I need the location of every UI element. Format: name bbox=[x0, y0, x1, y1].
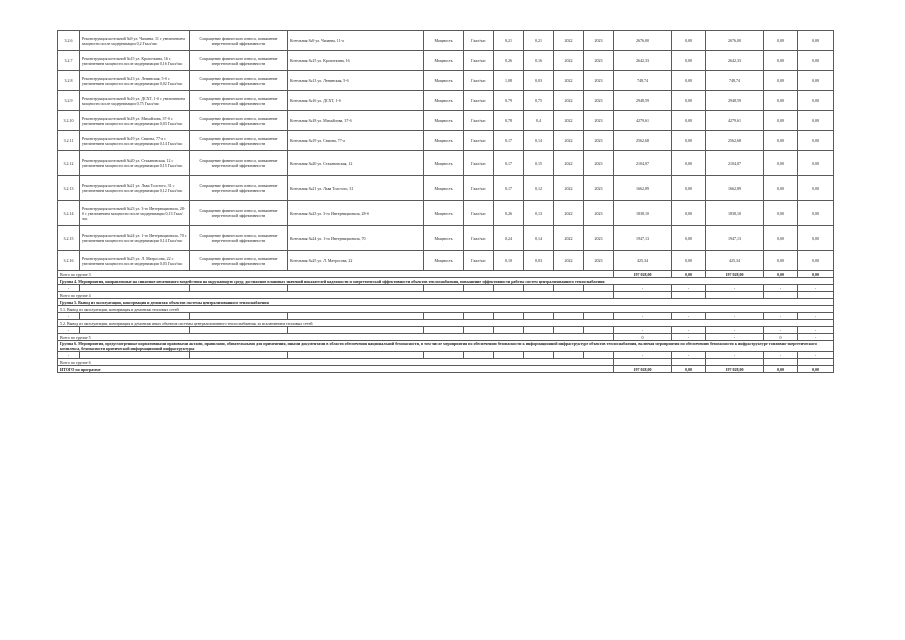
group6-title: Группа 6. Мероприятия, предусмотренные нормативными правовыми актами, правилами, обязательными для применения, иными документами в области обеспечения национальной безопасности, в том числе мероприятия по обеспечению безопасности к информационной инфраструктуре объектов теплоснабжения, включая мероприятия по обеспечению безопасности к инфраструктуре топливно-энергетического комплекса, безопасности критической информационной инфраструктуры bbox=[58, 341, 834, 352]
cell-project: Реконструкция котельной №13 ул. Ленинская, 5-б с увеличением мощности после модернизации 0,02 Гкал/час bbox=[80, 71, 190, 91]
table-row bbox=[58, 111, 834, 131]
dash-cell: - bbox=[764, 285, 798, 292]
cell-parameter: Мощность bbox=[424, 131, 464, 151]
dash-cell: - bbox=[58, 285, 80, 292]
cell-number: 3.2.8 bbox=[58, 71, 80, 91]
cell-unit: Гкал/час bbox=[464, 251, 494, 271]
grand-total-label: ИТОГО по программе bbox=[58, 366, 614, 373]
cell-unit: Гкал/час bbox=[464, 226, 494, 251]
cell-effect: Сокращение физического износа, повышение энергетической эффективности bbox=[190, 176, 288, 201]
dash-cell: - bbox=[672, 334, 706, 341]
group6-empty-row bbox=[58, 352, 834, 359]
cell-year-2: 2562,68 bbox=[706, 131, 764, 151]
cell-before: 0,24 bbox=[494, 226, 524, 251]
cell-year-1: 0,00 bbox=[672, 111, 706, 131]
cell-start-year: 2022 bbox=[554, 31, 584, 51]
group6-heading-row bbox=[58, 341, 834, 352]
cell-unit: Гкал/час bbox=[464, 71, 494, 91]
cell-year-4: 0,00 bbox=[798, 151, 834, 176]
cell-total: 2948,59 bbox=[614, 91, 672, 111]
cell-year-1: 0,00 bbox=[672, 176, 706, 201]
dash-cell: - bbox=[614, 313, 672, 320]
group5-sub2-row bbox=[58, 320, 834, 327]
cell-effect: Сокращение физического износа, повышение энергетической эффективности bbox=[190, 91, 288, 111]
cell-year-1: 0,00 bbox=[672, 91, 706, 111]
group5-total-label: Всего по группе 5 bbox=[58, 334, 614, 341]
cell-year-3: 0,00 bbox=[764, 91, 798, 111]
cell-object: Котельная №9 ул. Чапаева, 11-а bbox=[288, 31, 424, 51]
cell-parameter: Мощность bbox=[424, 51, 464, 71]
group3-total-year-4: 0,00 bbox=[798, 271, 834, 278]
cell-object: Котельная №23 ул. 3-го Интернационала, 28-б bbox=[288, 201, 424, 226]
cell-year-1: 0,00 bbox=[672, 201, 706, 226]
cell-year-4: 0,00 bbox=[798, 251, 834, 271]
cell-end-year: 2023 bbox=[584, 91, 614, 111]
dash-cell: - bbox=[614, 327, 672, 334]
cell-object: Котельная №24 ул. 1-го Интернационала, 70 bbox=[288, 226, 424, 251]
grand-total-value: 197 028,00 bbox=[614, 366, 672, 373]
cell-year-3: 0,00 bbox=[764, 176, 798, 201]
dash-cell: - bbox=[672, 313, 706, 320]
dash-cell: - bbox=[706, 334, 764, 341]
cell-after: 0,13 bbox=[524, 201, 554, 226]
cell-year-3: 0,00 bbox=[764, 111, 798, 131]
cell-number: 3.2.6 bbox=[58, 31, 80, 51]
cell-project: Реконструкция котельной №18 ул. Михайлова, 37-б с увеличением мощности после модернизации 0,03 Гкал/час bbox=[80, 111, 190, 131]
cell-total: 1662,89 bbox=[614, 176, 672, 201]
cell-unit: Гкал/час bbox=[464, 201, 494, 226]
cell-before: 0,17 bbox=[494, 131, 524, 151]
grand-total-row bbox=[58, 366, 834, 373]
cell-start-year: 2022 bbox=[554, 131, 584, 151]
dash-cell: - bbox=[672, 327, 706, 334]
cell-parameter: Мощность bbox=[424, 31, 464, 51]
cell-end-year: 2023 bbox=[584, 151, 614, 176]
cell-parameter: Мощность bbox=[424, 151, 464, 176]
table-row bbox=[58, 251, 834, 271]
cell-end-year: 2023 bbox=[584, 201, 614, 226]
dash-cell: - bbox=[798, 313, 834, 320]
cell-total: 2562,68 bbox=[614, 131, 672, 151]
cell-end-year: 2023 bbox=[584, 111, 614, 131]
cell-start-year: 2022 bbox=[554, 201, 584, 226]
cell-after: 0,03 bbox=[524, 71, 554, 91]
cell-end-year: 2023 bbox=[584, 176, 614, 201]
table-row bbox=[58, 71, 834, 91]
cell-before: 0,79 bbox=[494, 91, 524, 111]
cell-after: 0,4 bbox=[524, 111, 554, 131]
group3-total-year-3: 0,00 bbox=[764, 271, 798, 278]
group5-total-row bbox=[58, 334, 834, 341]
cell-project: Реконструкция котельной №19 ул. Свиона, 77-а с увеличением мощности после модернизации 0,14 Гкал/час bbox=[80, 131, 190, 151]
cell-unit: Гкал/час bbox=[464, 31, 494, 51]
cell-effect: Сокращение физического износа, повышение энергетической эффективности bbox=[190, 71, 288, 91]
cell-number: 3.2.9 bbox=[58, 91, 80, 111]
cell-object: Котельная №15 ул. Кропоткина, 16 bbox=[288, 51, 424, 71]
group3-total-label: Всего по группе 3 bbox=[58, 271, 614, 278]
cell-year-4: 0,00 bbox=[798, 91, 834, 111]
cell-parameter: Мощность bbox=[424, 176, 464, 201]
cell-year-3: 0,00 bbox=[764, 131, 798, 151]
cell-parameter: Мощность bbox=[424, 111, 464, 131]
dash-cell: - bbox=[58, 352, 80, 359]
cell-year-4: 0,00 bbox=[798, 201, 834, 226]
cell-after: 0,03 bbox=[524, 251, 554, 271]
cell-unit: Гкал/час bbox=[464, 91, 494, 111]
cell-year-3: 0,00 bbox=[764, 151, 798, 176]
cell-parameter: Мощность bbox=[424, 201, 464, 226]
cell-before: 0,26 bbox=[494, 51, 524, 71]
group5-empty-row-1 bbox=[58, 313, 834, 320]
cell-year-4: 0,00 bbox=[798, 131, 834, 151]
cell-year-4: 0,00 bbox=[798, 176, 834, 201]
cell-end-year: 2023 bbox=[584, 251, 614, 271]
grand-total-year-3: 0,00 bbox=[764, 366, 798, 373]
cell-before: 1,08 bbox=[494, 71, 524, 91]
cell-effect: Сокращение физического износа, повышение энергетической эффективности bbox=[190, 111, 288, 131]
cell-effect: Сокращение физического износа, повышение энергетической эффективности bbox=[190, 151, 288, 176]
cell-before: 0,17 bbox=[494, 176, 524, 201]
dash-cell: - bbox=[798, 327, 834, 334]
group4-total-row bbox=[58, 292, 834, 299]
cell-number: 3.2.7 bbox=[58, 51, 80, 71]
dash-cell: - bbox=[58, 327, 80, 334]
dash-cell: - bbox=[706, 352, 764, 359]
dash-cell: - bbox=[798, 334, 834, 341]
cell-year-3: 0,00 bbox=[764, 251, 798, 271]
cell-year-2: 425,34 bbox=[706, 251, 764, 271]
cell-start-year: 2022 bbox=[554, 71, 584, 91]
group5-sub1-row bbox=[58, 306, 834, 313]
table-row bbox=[58, 176, 834, 201]
cell-effect: Сокращение физического износа, повышение энергетической эффективности bbox=[190, 201, 288, 226]
group3-total-year-2: 197 028,00 bbox=[706, 271, 764, 278]
cell-year-2: 1838,10 bbox=[706, 201, 764, 226]
cell-year-3: 0,00 bbox=[764, 71, 798, 91]
cell-start-year: 2022 bbox=[554, 91, 584, 111]
cell-total: 748,74 bbox=[614, 71, 672, 91]
dash-cell: - bbox=[672, 352, 706, 359]
group3-total-value: 197 028,00 bbox=[614, 271, 672, 278]
cell-effect: Сокращение физического износа, повышение энергетической эффективности bbox=[190, 131, 288, 151]
cell-object: Котельная №18 ул. Михайлова, 37-б bbox=[288, 111, 424, 131]
cell-project: Реконструкция котельной №25 ул. Л. Матросова, 22 с увеличением мощности после модернизации 0,03 Гкал/час bbox=[80, 251, 190, 271]
cell-year-2: 2642,33 bbox=[706, 51, 764, 71]
cell-end-year: 2023 bbox=[584, 131, 614, 151]
cell-parameter: Мощность bbox=[424, 251, 464, 271]
dash-cell: - bbox=[706, 285, 764, 292]
cell-before: 0,26 bbox=[494, 201, 524, 226]
cell-before: 0,78 bbox=[494, 111, 524, 131]
cell-year-3: 0,00 bbox=[764, 31, 798, 51]
cell-effect: Сокращение физического износа, повышение энергетической эффективности bbox=[190, 31, 288, 51]
cell-total: 4279,61 bbox=[614, 111, 672, 131]
cell-project: Реконструкция котельной №23 ул. 3-го Интернационала, 28-б с увеличением мощности после модернизации 0,13 Гкал/час bbox=[80, 201, 190, 226]
table-row bbox=[58, 51, 834, 71]
cell-number: 3.2.13 bbox=[58, 176, 80, 201]
table-row bbox=[58, 31, 834, 51]
group6-total-row bbox=[58, 359, 834, 366]
group3-total-row bbox=[58, 271, 834, 278]
table-row bbox=[58, 226, 834, 251]
cell-year-4: 0,00 bbox=[798, 111, 834, 131]
cell-year-2: 2104,07 bbox=[706, 151, 764, 176]
cell-unit: Гкал/час bbox=[464, 131, 494, 151]
cell-parameter: Мощность bbox=[424, 91, 464, 111]
cell-after: 0,15 bbox=[524, 151, 554, 176]
cell-project: Реконструкция котельной №24 ул. 1-го Интернационала, 70 с увеличением мощности после модернизации 0,14 Гкал/час bbox=[80, 226, 190, 251]
dash-cell: - bbox=[764, 313, 798, 320]
cell-year-1: 0,00 bbox=[672, 31, 706, 51]
cell-number: 3.2.14 bbox=[58, 201, 80, 226]
group5-empty-row-2 bbox=[58, 327, 834, 334]
zero-cell: 0 bbox=[764, 334, 798, 341]
group5-subsection-2: 5.2. Вывод из эксплуатации, консервация и демонтаж иных объектов системы централизованного теплоснабжения, за исключением тепловых сетей bbox=[58, 320, 834, 327]
group4-title: Группа 4. Мероприятия, направленные на снижение негативного воздействия на окружающую среду, достижение плановых значений показателей надежности и энергетической эффективности объектов теплоснабжения, повышение эффективности работы систем централизованного теплоснабжения bbox=[58, 278, 834, 285]
cell-number: 3.2.11 bbox=[58, 131, 80, 151]
dash-cell: - bbox=[614, 285, 672, 292]
group4-total-label: Всего по группе 4 bbox=[58, 292, 614, 299]
grand-total-year-1: 0,00 bbox=[672, 366, 706, 373]
grand-total-year-4: 0,00 bbox=[798, 366, 834, 373]
cell-year-1: 0,00 bbox=[672, 71, 706, 91]
cell-end-year: 2023 bbox=[584, 31, 614, 51]
cell-year-3: 0,00 bbox=[764, 201, 798, 226]
cell-object: Котельная №21 ул. Льва Толстого, 31 bbox=[288, 176, 424, 201]
dash-cell: - bbox=[614, 352, 672, 359]
cell-object: Котельная №20 ул. Стахановская, 12 bbox=[288, 151, 424, 176]
table-row bbox=[58, 91, 834, 111]
cell-total: 2642,33 bbox=[614, 51, 672, 71]
cell-unit: Гкал/час bbox=[464, 111, 494, 131]
group5-title: Группа 5. Вывод из эксплуатации, консервация и демонтаж объектов системы централизованного теплоснабжения bbox=[58, 299, 834, 306]
cell-project: Реконструкция котельной №9 ул. Чапаева, 11 с увеличением мощности после модернизации 0,2 Гкал/час bbox=[80, 31, 190, 51]
dash-cell: - bbox=[764, 327, 798, 334]
cell-start-year: 2022 bbox=[554, 226, 584, 251]
cell-number: 3.2.10 bbox=[58, 111, 80, 131]
grand-total-year-2: 197 028,00 bbox=[706, 366, 764, 373]
cell-after: 0,14 bbox=[524, 226, 554, 251]
cell-total: 2676,00 bbox=[614, 31, 672, 51]
cell-after: 0,14 bbox=[524, 131, 554, 151]
cell-year-4: 0,00 bbox=[798, 51, 834, 71]
cell-start-year: 2022 bbox=[554, 111, 584, 131]
dash-cell: - bbox=[672, 285, 706, 292]
investment-program-table bbox=[57, 30, 834, 373]
cell-number: 3.2.15 bbox=[58, 226, 80, 251]
cell-year-3: 0,00 bbox=[764, 51, 798, 71]
cell-project: Реконструкция котельной №15 ул. Кропоткина, 16 с увеличением мощности после модернизации 0,16 Гкал/час bbox=[80, 51, 190, 71]
table-row bbox=[58, 131, 834, 151]
cell-before: 0,21 bbox=[494, 31, 524, 51]
cell-total: 1838,10 bbox=[614, 201, 672, 226]
cell-year-1: 0,00 bbox=[672, 151, 706, 176]
cell-year-2: 1947,13 bbox=[706, 226, 764, 251]
cell-end-year: 2023 bbox=[584, 71, 614, 91]
cell-total: 425,34 bbox=[614, 251, 672, 271]
cell-year-4: 0,00 bbox=[798, 226, 834, 251]
cell-before: 0,17 bbox=[494, 151, 524, 176]
cell-after: 0,12 bbox=[524, 176, 554, 201]
cell-after: 0,21 bbox=[524, 31, 554, 51]
cell-start-year: 2022 bbox=[554, 51, 584, 71]
table-row bbox=[58, 201, 834, 226]
cell-unit: Гкал/час bbox=[464, 51, 494, 71]
cell-end-year: 2023 bbox=[584, 226, 614, 251]
cell-object: Котельная №25 ул. Л. Матросова, 22 bbox=[288, 251, 424, 271]
cell-year-1: 0,00 bbox=[672, 251, 706, 271]
group4-empty-row bbox=[58, 285, 834, 292]
cell-parameter: Мощность bbox=[424, 226, 464, 251]
cell-year-2: 2676,00 bbox=[706, 31, 764, 51]
cell-object: Котельная №16 ул. ДСХТ, 1-б bbox=[288, 91, 424, 111]
dash-cell: - bbox=[764, 352, 798, 359]
table-row bbox=[58, 151, 834, 176]
cell-project: Реконструкция котельной №16 ул. ДСХТ, 1-б с увеличением мощности после модернизации 0,75 Гкал/час bbox=[80, 91, 190, 111]
cell-effect: Сокращение физического износа, повышение энергетической эффективности bbox=[190, 251, 288, 271]
cell-total: 2104,07 bbox=[614, 151, 672, 176]
cell-number: 3.2.16 bbox=[58, 251, 80, 271]
cell-year-1: 0,00 bbox=[672, 131, 706, 151]
dash-cell: - bbox=[706, 313, 764, 320]
cell-effect: Сокращение физического износа, повышение энергетической эффективности bbox=[190, 51, 288, 71]
cell-project: Реконструкция котельной №21 ул. Льва Толстого, 31 с увеличением мощности после модернизации 0,12 Гкал/час bbox=[80, 176, 190, 201]
cell-effect: Сокращение физического износа, повышение энергетической эффективности bbox=[190, 226, 288, 251]
dash-cell: - bbox=[58, 313, 80, 320]
cell-year-1: 0,00 bbox=[672, 51, 706, 71]
group5-subsection-1: 5.1. Вывод из эксплуатации, консервация и демонтаж тепловых сетей bbox=[58, 306, 834, 313]
cell-after: 0,75 bbox=[524, 91, 554, 111]
group3-total-year-1: 0,00 bbox=[672, 271, 706, 278]
zero-cell: 0 bbox=[614, 334, 672, 341]
dash-cell: - bbox=[706, 327, 764, 334]
cell-after: 0,16 bbox=[524, 51, 554, 71]
cell-year-2: 748,74 bbox=[706, 71, 764, 91]
cell-object: Котельная №13 ул. Ленинская, 5-б bbox=[288, 71, 424, 91]
cell-year-3: 0,00 bbox=[764, 226, 798, 251]
cell-unit: Гкал/час bbox=[464, 151, 494, 176]
cell-year-4: 0,00 bbox=[798, 31, 834, 51]
cell-year-1: 0,00 bbox=[672, 226, 706, 251]
cell-project: Реконструкция котельной №20 ул. Стахановская, 12 с увеличением мощности после модернизации 0,15 Гкал/час bbox=[80, 151, 190, 176]
group5-heading-row bbox=[58, 299, 834, 306]
cell-year-2: 2948,59 bbox=[706, 91, 764, 111]
cell-unit: Гкал/час bbox=[464, 176, 494, 201]
group6-total-label: Всего по группе 6 bbox=[58, 359, 614, 366]
cell-before: 0,10 bbox=[494, 251, 524, 271]
cell-start-year: 2022 bbox=[554, 176, 584, 201]
cell-end-year: 2023 bbox=[584, 51, 614, 71]
cell-start-year: 2022 bbox=[554, 151, 584, 176]
cell-year-4: 0,00 bbox=[798, 71, 834, 91]
cell-total: 1947,13 bbox=[614, 226, 672, 251]
cell-start-year: 2022 bbox=[554, 251, 584, 271]
cell-number: 3.2.12 bbox=[58, 151, 80, 176]
cell-year-2: 1662,89 bbox=[706, 176, 764, 201]
cell-year-2: 4279,61 bbox=[706, 111, 764, 131]
group4-heading-row bbox=[58, 278, 834, 285]
dash-cell: - bbox=[798, 285, 834, 292]
dash-cell: - bbox=[798, 352, 834, 359]
cell-object: Котельная №19 ул. Свиона, 77-а bbox=[288, 131, 424, 151]
cell-parameter: Мощность bbox=[424, 71, 464, 91]
